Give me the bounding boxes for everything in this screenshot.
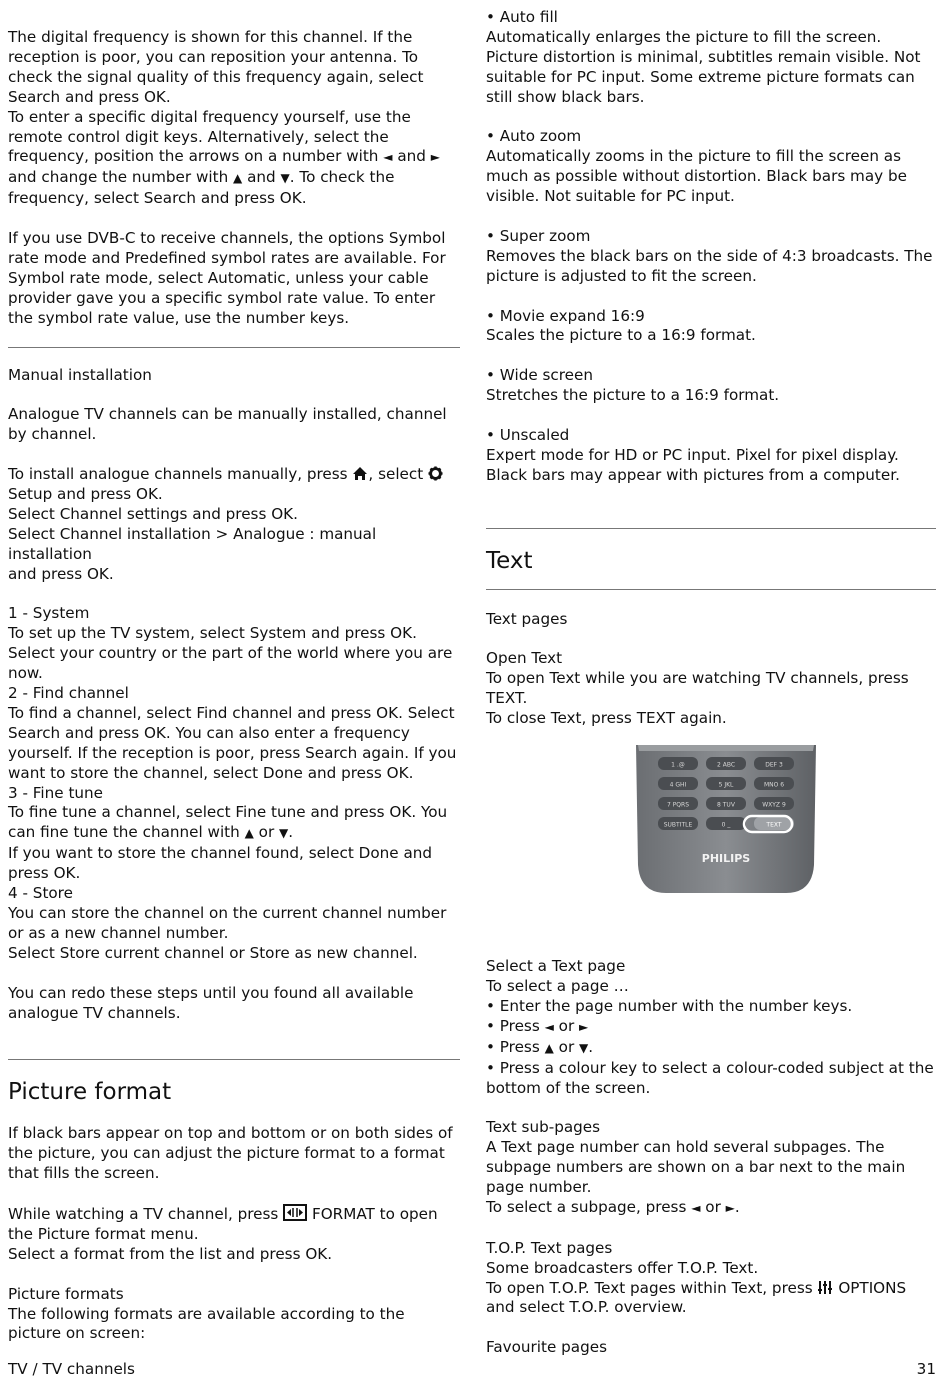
remote-key-label: TEXT xyxy=(766,821,782,829)
right-arrow-icon: ► xyxy=(725,1200,735,1215)
remote-key-label: 2 ABC xyxy=(716,761,736,769)
up-arrow-icon: ▲ xyxy=(544,1040,554,1055)
remote-control-illustration xyxy=(486,745,936,945)
up-arrow-icon: ▲ xyxy=(233,171,243,186)
remote-key-label: 8 TUV xyxy=(717,801,735,809)
gear-icon xyxy=(428,466,443,481)
format-auto-fill: • Auto fill Automatically enlarges the picture to fill the screen. Picture distortion is minimal, subtitles remain visible. Not suitable for PC input. Some extreme picture formats can still show black bars. xyxy=(486,8,921,106)
paragraph: The following formats are available according to the picture on screen: xyxy=(8,1304,405,1343)
remote-key-label: 5 JKL xyxy=(718,781,734,789)
subheading: Favourite pages xyxy=(486,1338,607,1357)
step-find-channel: 2 - Find channel To find a channel, select Find channel and press OK. Select Search and press OK. You can also enter a frequency yourself. If the reception is poor, press Search again. If you want to store the channel, select Done and press OK. xyxy=(8,684,457,782)
top-text-pages: T.O.P. Text pages Some broadcasters offer T.O.P. Text. To open T.O.P. Text pages within Text, press OPTIONS and select T.O.P. overview. xyxy=(486,1238,907,1317)
right-arrow-icon: ► xyxy=(430,150,440,165)
text-sub-pages: Text sub-pages A Text page number can hold several subpages. The subpage numbers are shown on a bar next to the main page number. To select a subpage, press ◄ or ►. xyxy=(486,1118,906,1216)
brand-logo: PHILIPS xyxy=(701,852,751,866)
section-title-text: Text xyxy=(486,547,533,574)
home-icon xyxy=(352,466,368,481)
paragraph: While watching a TV channel, press FORMAT to open the Picture format menu. Select a format from the list and press OK. xyxy=(8,1205,438,1263)
remote-key-label: WXYZ 9 xyxy=(762,801,786,809)
left-arrow-icon: ◄ xyxy=(383,150,393,165)
paragraph: You can redo these steps until you found all available analogue TV channels. xyxy=(8,983,414,1022)
remote-key-label: SUBTITLE xyxy=(663,821,693,829)
divider xyxy=(8,1059,460,1060)
remote-key-label: DEF 3 xyxy=(765,761,783,769)
page-number: 31 xyxy=(916,1360,936,1378)
divider xyxy=(486,528,936,529)
footer-section: TV / TV channels xyxy=(8,1360,135,1378)
remote-key-label: MNO 6 xyxy=(763,781,785,789)
divider xyxy=(8,347,460,348)
step-system: 1 - System To set up the TV system, select System and press OK. Select your country or the part of the world where you are now. xyxy=(8,604,453,683)
section-heading: Manual installation xyxy=(8,365,152,384)
format-movie-expand: • Movie expand 16:9 Scales the picture to a 16:9 format. xyxy=(486,306,756,345)
divider xyxy=(486,589,936,590)
down-arrow-icon: ▼ xyxy=(279,826,289,841)
section-title-picture-format: Picture format xyxy=(8,1079,172,1106)
down-arrow-icon: ▼ xyxy=(280,171,290,186)
format-auto-zoom: • Auto zoom Automatically zooms in the picture to fill the screen as much as possible without distortion. Black bars may be visible. Not suitable for PC input. xyxy=(486,127,907,206)
format-super-zoom: • Super zoom Removes the black bars on the side of 4:3 broadcasts. The picture is adjusted to fit the screen. xyxy=(486,226,933,285)
remote-key-label: 0 _ xyxy=(721,821,731,829)
paragraph: If black bars appear on top and bottom or on both sides of the picture, you can adjust the picture format to a format that fills the screen. xyxy=(8,1124,453,1183)
subheading: Picture formats xyxy=(8,1284,124,1303)
remote-key-label: 4 GHI xyxy=(669,781,687,789)
left-arrow-icon: ◄ xyxy=(544,1019,554,1034)
remote-key-label: 7 PQRS xyxy=(666,801,690,809)
step-fine-tune: 3 - Fine tune To fine tune a channel, select Fine tune and press OK. You can fine tune the channel with ▲ or ▼. If you want to store the channel found, select Done and press OK. xyxy=(8,783,448,883)
left-arrow-icon: ◄ xyxy=(691,1200,701,1215)
select-text-page: Select a Text page To select a page … • Enter the page number with the number keys. • Press ◄ or ► • Press ▲ or ▼. • Press a colour key to select a colour-coded subject at the bottom of the screen. xyxy=(486,957,934,1097)
format-unscaled: • Unscaled Expert mode for HD or PC input. Pixel for pixel display. Black bars may appear with pictures from a computer. xyxy=(486,425,900,484)
open-text: Open Text To open Text while you are watching TV channels, press TEXT. To close Text, press TEXT again. xyxy=(486,649,909,728)
paragraph: To install analogue channels manually, press , select Setup and press OK. Select Channel settings and press OK. Select Channel installation > Analogue : manual installation and press OK. xyxy=(8,465,460,584)
paragraph: If you use DVB-C to receive channels, the options Symbol rate mode and Predefined symbol rates are available. For Symbol rate mode, select Automatic, unless your cable provider gave you a specific symbol rate value. To enter the symbol rate value, use the number keys. xyxy=(8,229,446,327)
format-icon xyxy=(283,1204,307,1221)
remote-image xyxy=(636,745,816,895)
right-arrow-icon: ► xyxy=(579,1019,589,1034)
paragraph: The digital frequency is shown for this channel. If the reception is poor, you can reposition your antenna. To check the signal quality of this frequency again, select Search and press OK. To enter a specific digital frequency yourself, use the remote control digit keys. Alternatively, select the frequency, position the arrows on a number with ◄ and ► and change the number with ▲ and ▼. To check the frequency, select Search and press OK. xyxy=(8,28,440,208)
step-store: 4 - Store You can store the channel on the current channel number or as a new channel number. Select Store current channel or Store as new channel. xyxy=(8,884,447,962)
left-column xyxy=(8,8,460,1344)
right-column xyxy=(486,8,936,1358)
options-icon xyxy=(817,1280,833,1295)
subheading: Text pages xyxy=(486,609,568,628)
paragraph: Analogue TV channels can be manually installed, channel by channel. xyxy=(8,405,447,444)
down-arrow-icon: ▼ xyxy=(579,1040,589,1055)
up-arrow-icon: ▲ xyxy=(244,826,254,841)
remote-key-label: 1 .@ xyxy=(671,761,685,769)
format-wide-screen: • Wide screen Stretches the picture to a 16:9 format. xyxy=(486,366,780,405)
